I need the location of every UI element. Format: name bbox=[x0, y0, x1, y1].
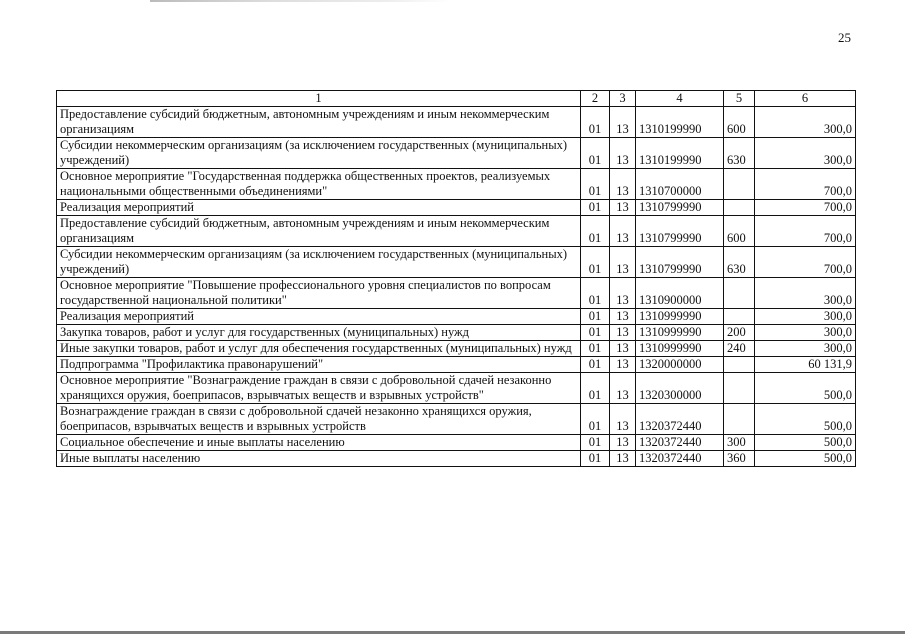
row-subsection: 13 bbox=[610, 357, 636, 373]
row-section: 01 bbox=[581, 216, 610, 247]
row-expense-type: 600 bbox=[724, 216, 755, 247]
row-amount: 60 131,9 bbox=[755, 357, 856, 373]
row-expense-type: 630 bbox=[724, 138, 755, 169]
table-row bbox=[57, 138, 856, 169]
table-row bbox=[57, 325, 856, 341]
row-amount: 300,0 bbox=[755, 278, 856, 309]
table-row bbox=[57, 169, 856, 200]
table-row bbox=[57, 200, 856, 216]
row-subsection: 13 bbox=[610, 435, 636, 451]
header-col-1: 1 bbox=[57, 91, 581, 107]
row-name: Субсидии некоммерческим организациям (за исключением государственных (муниципальных) учреждений) bbox=[57, 138, 581, 169]
row-name: Основное мероприятие "Вознаграждение граждан в связи с добровольной сдачей незаконно хранящихся оружия, боеприпасов, взрывчатых веществ и взрывных устройств" bbox=[57, 373, 581, 404]
row-expense-type: 240 bbox=[724, 341, 755, 357]
row-target-code: 1310900000 bbox=[636, 278, 724, 309]
table-row bbox=[57, 451, 856, 467]
row-target-code: 1320372440 bbox=[636, 404, 724, 435]
row-target-code: 1310799990 bbox=[636, 216, 724, 247]
row-name: Предоставление субсидий бюджетным, автономным учреждениям и иным некоммерческим организациям bbox=[57, 216, 581, 247]
table-row bbox=[57, 435, 856, 451]
row-amount: 700,0 bbox=[755, 247, 856, 278]
table-row bbox=[57, 404, 856, 435]
row-name: Основное мероприятие "Государственная поддержка общественных проектов, реализуемых национальными общественными объединениями" bbox=[57, 169, 581, 200]
row-target-code: 1320372440 bbox=[636, 451, 724, 467]
table-row bbox=[57, 341, 856, 357]
row-section: 01 bbox=[581, 373, 610, 404]
row-subsection: 13 bbox=[610, 200, 636, 216]
row-name: Реализация мероприятий bbox=[57, 200, 581, 216]
table-row bbox=[57, 107, 856, 138]
row-expense-type bbox=[724, 309, 755, 325]
row-name: Субсидии некоммерческим организациям (за исключением государственных (муниципальных) учреждений) bbox=[57, 247, 581, 278]
row-subsection: 13 bbox=[610, 169, 636, 200]
row-amount: 500,0 bbox=[755, 404, 856, 435]
row-section: 01 bbox=[581, 200, 610, 216]
header-col-2: 2 bbox=[581, 91, 610, 107]
row-subsection: 13 bbox=[610, 325, 636, 341]
header-col-3: 3 bbox=[610, 91, 636, 107]
row-name: Вознаграждение граждан в связи с добровольной сдачей незаконно хранящихся оружия, боеприпасов, взрывчатых веществ и взрывных устройств bbox=[57, 404, 581, 435]
row-target-code: 1310199990 bbox=[636, 138, 724, 169]
row-target-code: 1310999990 bbox=[636, 309, 724, 325]
row-expense-type: 200 bbox=[724, 325, 755, 341]
row-expense-type: 630 bbox=[724, 247, 755, 278]
row-target-code: 1310999990 bbox=[636, 325, 724, 341]
table-row bbox=[57, 278, 856, 309]
table-row bbox=[57, 373, 856, 404]
row-target-code: 1310799990 bbox=[636, 247, 724, 278]
row-name: Закупка товаров, работ и услуг для государственных (муниципальных) нужд bbox=[57, 325, 581, 341]
row-expense-type: 600 bbox=[724, 107, 755, 138]
row-expense-type: 300 bbox=[724, 435, 755, 451]
row-section: 01 bbox=[581, 357, 610, 373]
row-amount: 300,0 bbox=[755, 341, 856, 357]
row-section: 01 bbox=[581, 325, 610, 341]
row-section: 01 bbox=[581, 404, 610, 435]
row-name: Реализация мероприятий bbox=[57, 309, 581, 325]
row-target-code: 1310999990 bbox=[636, 341, 724, 357]
table-header-row bbox=[57, 91, 856, 107]
row-target-code: 1310799990 bbox=[636, 200, 724, 216]
row-name: Основное мероприятие "Повышение профессионального уровня специалистов по вопросам государственной национальной политики" bbox=[57, 278, 581, 309]
row-amount: 700,0 bbox=[755, 169, 856, 200]
row-subsection: 13 bbox=[610, 373, 636, 404]
row-target-code: 1320000000 bbox=[636, 357, 724, 373]
row-section: 01 bbox=[581, 169, 610, 200]
row-target-code: 1320372440 bbox=[636, 435, 724, 451]
row-subsection: 13 bbox=[610, 451, 636, 467]
table-row bbox=[57, 247, 856, 278]
row-expense-type bbox=[724, 373, 755, 404]
header-col-5: 5 bbox=[724, 91, 755, 107]
header-col-4: 4 bbox=[636, 91, 724, 107]
row-expense-type bbox=[724, 169, 755, 200]
row-amount: 500,0 bbox=[755, 373, 856, 404]
row-amount: 700,0 bbox=[755, 200, 856, 216]
row-section: 01 bbox=[581, 309, 610, 325]
row-section: 01 bbox=[581, 138, 610, 169]
row-expense-type bbox=[724, 278, 755, 309]
row-target-code: 1320300000 bbox=[636, 373, 724, 404]
budget-table bbox=[56, 90, 856, 467]
row-amount: 300,0 bbox=[755, 325, 856, 341]
row-target-code: 1310700000 bbox=[636, 169, 724, 200]
row-name: Социальное обеспечение и иные выплаты населению bbox=[57, 435, 581, 451]
row-name: Иные закупки товаров, работ и услуг для обеспечения государственных (муниципальных) нужд bbox=[57, 341, 581, 357]
row-section: 01 bbox=[581, 278, 610, 309]
row-amount: 500,0 bbox=[755, 435, 856, 451]
row-expense-type bbox=[724, 404, 755, 435]
page-number: 25 bbox=[838, 30, 851, 45]
row-subsection: 13 bbox=[610, 404, 636, 435]
table-row bbox=[57, 216, 856, 247]
row-subsection: 13 bbox=[610, 216, 636, 247]
row-name: Иные выплаты населению bbox=[57, 451, 581, 467]
row-target-code: 1310199990 bbox=[636, 107, 724, 138]
table-row bbox=[57, 357, 856, 373]
row-section: 01 bbox=[581, 107, 610, 138]
row-amount: 300,0 bbox=[755, 309, 856, 325]
table-row bbox=[57, 309, 856, 325]
scan-edge-bottom bbox=[0, 631, 905, 634]
row-expense-type bbox=[724, 357, 755, 373]
row-subsection: 13 bbox=[610, 309, 636, 325]
row-amount: 300,0 bbox=[755, 138, 856, 169]
row-name: Предоставление субсидий бюджетным, автономным учреждениям и иным некоммерческим организациям bbox=[57, 107, 581, 138]
row-subsection: 13 bbox=[610, 247, 636, 278]
row-subsection: 13 bbox=[610, 138, 636, 169]
row-section: 01 bbox=[581, 451, 610, 467]
row-name: Подпрограмма "Профилактика правонарушений" bbox=[57, 357, 581, 373]
row-subsection: 13 bbox=[610, 278, 636, 309]
row-subsection: 13 bbox=[610, 107, 636, 138]
row-section: 01 bbox=[581, 435, 610, 451]
row-subsection: 13 bbox=[610, 341, 636, 357]
row-section: 01 bbox=[581, 341, 610, 357]
row-expense-type bbox=[724, 200, 755, 216]
row-amount: 700,0 bbox=[755, 216, 856, 247]
row-section: 01 bbox=[581, 247, 610, 278]
row-amount: 500,0 bbox=[755, 451, 856, 467]
row-amount: 300,0 bbox=[755, 107, 856, 138]
scan-edge-top bbox=[150, 0, 450, 2]
header-col-6: 6 bbox=[755, 91, 856, 107]
row-expense-type: 360 bbox=[724, 451, 755, 467]
